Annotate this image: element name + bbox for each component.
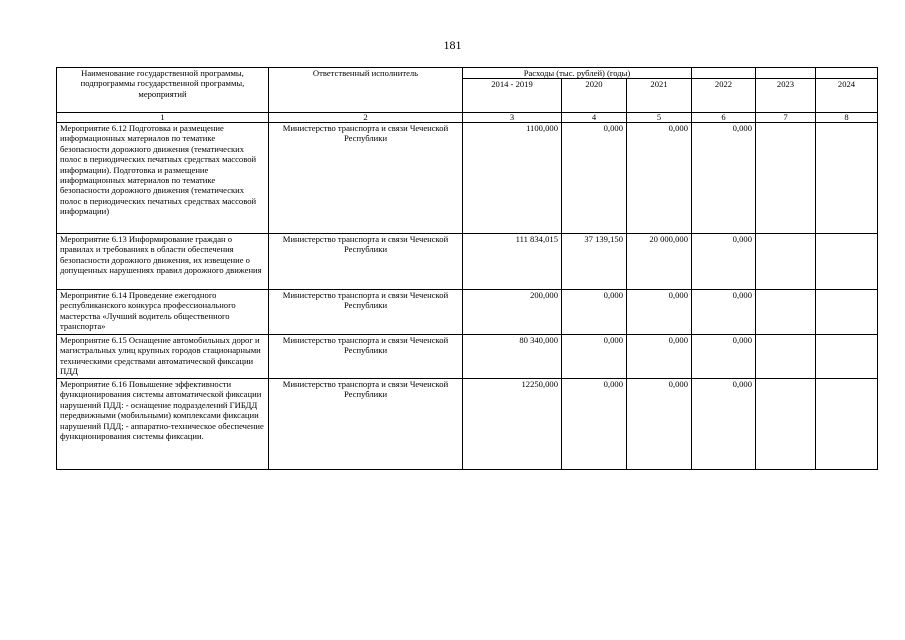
header-year-2023: 2023: [756, 79, 816, 113]
table-row: [57, 123, 878, 234]
program-measure-name: Мероприятие 6.14 Проведение ежегодного республиканского конкурса профессионального мастерства «Лучший водитель общественного транспорта»: [57, 290, 269, 335]
table-row: [57, 335, 878, 379]
table-row: [57, 379, 878, 470]
expense-2023: [756, 290, 816, 335]
header-blank-cell: [816, 68, 878, 79]
column-number: 2: [269, 113, 463, 123]
expense-2014-2019: 200,000: [463, 290, 562, 335]
responsible-executor: Министерство транспорта и связи Чеченской Республики: [269, 379, 463, 470]
expense-2022: 0,000: [692, 234, 756, 290]
expense-2014-2019: 111 834,015: [463, 234, 562, 290]
column-number: 1: [57, 113, 269, 123]
program-measure-name: Мероприятие 6.16 Повышение эффективности функционирования системы автоматической фиксации нарушений ПДД: - оснащение подразделений ГИБДД передвижными (мобильными) комплексами фиксации нарушений ПДД; - аппаратно-техническое обеспечение функционирования системы фиксации.: [57, 379, 269, 470]
header-executor: Ответственный исполнитель: [269, 68, 463, 113]
expense-2023: [756, 335, 816, 379]
expense-2020: 0,000: [562, 379, 627, 470]
expense-2014-2019: 12250,000: [463, 379, 562, 470]
expense-2021: 0,000: [627, 379, 692, 470]
expense-2024: [816, 335, 878, 379]
header-year-2020: 2020: [562, 79, 627, 113]
column-number: 6: [692, 113, 756, 123]
table-row: [57, 234, 878, 290]
expense-2022: 0,000: [692, 290, 756, 335]
header-blank-cell: [692, 68, 756, 79]
page-number: 181: [443, 38, 462, 52]
column-number-row: [57, 113, 878, 123]
program-measure-name: Мероприятие 6.15 Оснащение автомобильных дорог и магистральных улиц крупных городов стационарными техническими средствами автоматической фиксации ПДД: [57, 335, 269, 379]
expense-2020: 37 139,150: [562, 234, 627, 290]
expense-2023: [756, 379, 816, 470]
expense-2021: 20 000,000: [627, 234, 692, 290]
header-row-1: [57, 68, 878, 79]
header-year-2021: 2021: [627, 79, 692, 113]
expense-2022: 0,000: [692, 123, 756, 234]
column-number: 8: [816, 113, 878, 123]
responsible-executor: Министерство транспорта и связи Чеченской Республики: [269, 290, 463, 335]
header-blank-cell: [756, 68, 816, 79]
expense-2020: 0,000: [562, 123, 627, 234]
expense-2022: 0,000: [692, 379, 756, 470]
table-row: [57, 290, 878, 335]
expense-2021: 0,000: [627, 290, 692, 335]
expense-2021: 0,000: [627, 335, 692, 379]
column-number: 7: [756, 113, 816, 123]
expense-2024: [816, 290, 878, 335]
expense-2014-2019: 1100,000: [463, 123, 562, 234]
expense-2024: [816, 234, 878, 290]
header-expenses: Расходы (тыс. рублей) (годы): [463, 68, 692, 79]
expense-2020: 0,000: [562, 335, 627, 379]
expense-2021: 0,000: [627, 123, 692, 234]
header-program-name: Наименование государственной программы, подпрограммы государственной программы, мероприятий: [57, 68, 269, 113]
expense-2024: [816, 379, 878, 470]
column-number: 4: [562, 113, 627, 123]
responsible-executor: Министерство транспорта и связи Чеченской Республики: [269, 335, 463, 379]
expense-2022: 0,000: [692, 335, 756, 379]
expense-2023: [756, 123, 816, 234]
responsible-executor: Министерство транспорта и связи Чеченской Республики: [269, 123, 463, 234]
responsible-executor: Министерство транспорта и связи Чеченской Республики: [269, 234, 463, 290]
program-measure-name: Мероприятие 6.13 Информирование граждан о правилах и требованиях в области обеспечения безопасности дорожного движения, их извещение о допущенных нарушениях правил дорожного движения: [57, 234, 269, 290]
column-number: 5: [627, 113, 692, 123]
header-year-2024: 2024: [816, 79, 878, 113]
header-year-2014-2019: 2014 - 2019: [463, 79, 562, 113]
expenses-table: [56, 67, 878, 470]
expense-2024: [816, 123, 878, 234]
program-measure-name: Мероприятие 6.12 Подготовка и размещение информационных материалов по тематике безопасности дорожного движения (тематических полос в периодических печатных средствах массовой информации). Подготовка и размещение информационных материалов по тематике безопасности дорожного движения (тематических полос в периодических печатных средствах массовой информации): [57, 123, 269, 234]
header-year-2022: 2022: [692, 79, 756, 113]
expense-2020: 0,000: [562, 290, 627, 335]
expense-2023: [756, 234, 816, 290]
column-number: 3: [463, 113, 562, 123]
expense-2014-2019: 80 340,000: [463, 335, 562, 379]
